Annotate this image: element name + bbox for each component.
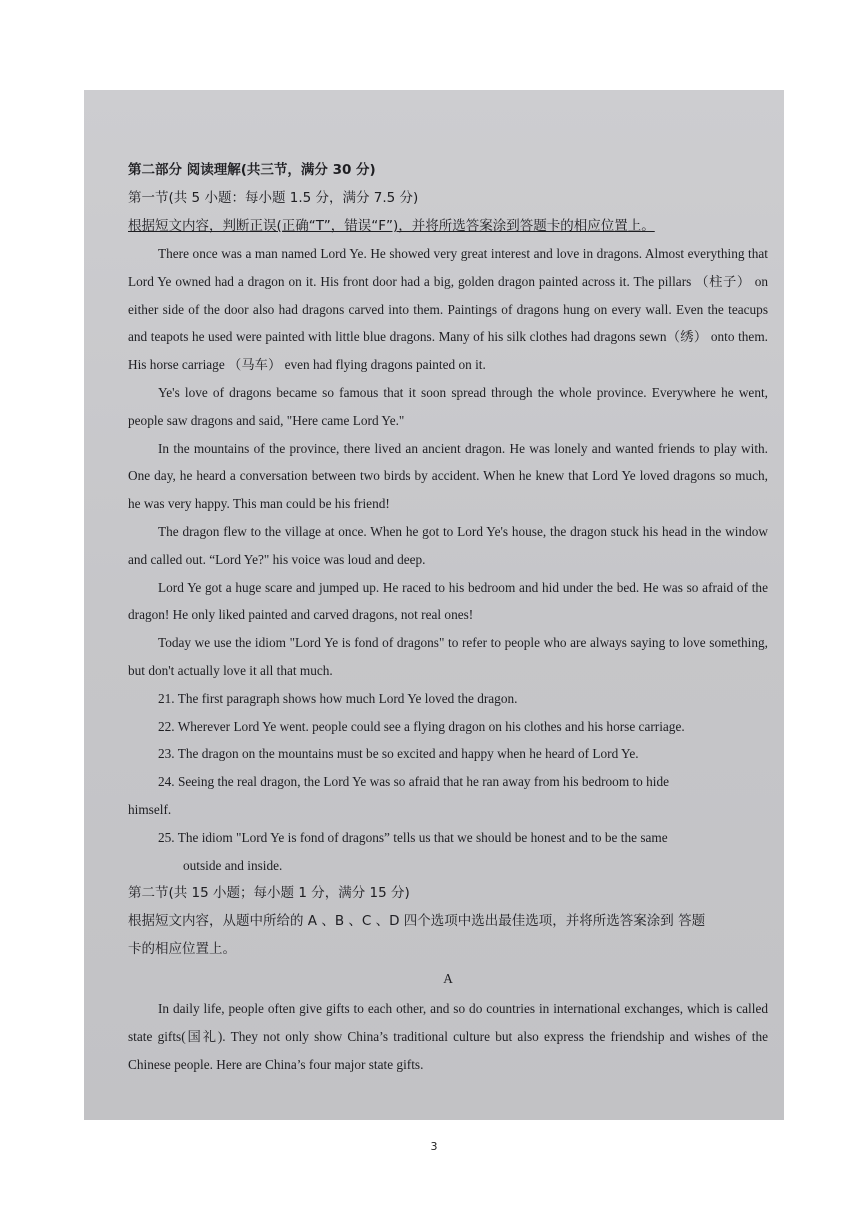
passage-paragraph-5: Lord Ye got a huge scare and jumped up. He raced to his bedroom and hid under the bed. He was so afraid of the dragon! He only liked painted and carved dragons, not real ones! xyxy=(128,579,768,623)
question-21: 21. The first paragraph shows how much Lord Ye loved the dragon. xyxy=(158,690,518,706)
page-content xyxy=(128,156,768,1079)
part-title: 第二部分 阅读理解(共三节，满分 30 分) xyxy=(128,162,376,178)
passage-a-paragraph: In daily life, people often give gifts to each other, and so do countries in international exchanges, which is called state gifts(国礼). They not only show China’s traditional culture but also express the friendship and wishes of the Chinese people. Here are China’s four major state gifts. xyxy=(128,1001,768,1072)
section2-instruction-line1: 根据短文内容，从题中所给的 A 、B 、C 、D 四个选项中选出最佳选项，并将所选答案涂到 答题 xyxy=(128,913,706,930)
question-25-continuation: outside and inside. xyxy=(183,857,283,873)
photographed-page xyxy=(84,90,784,1120)
question-24: 24. Seeing the real dragon, the Lord Ye was so afraid that he ran away from his bedroom to hide xyxy=(158,774,670,790)
section2-instruction-line2: 卡的相应位置上。 xyxy=(128,941,236,958)
passage-paragraph-4: The dragon flew to the village at once. When he got to Lord Ye's house, the dragon stuck his head in the window and called out. “Lord Ye?" his voice was loud and deep. xyxy=(128,523,768,567)
passage-paragraph-3: In the mountains of the province, there lived an ancient dragon. He was lonely and wanted friends to play with. One day, he heard a conversation between two birds by accident. When he knew that Lord Ye loved dragons so much, he was very happy. This man could be his friend! xyxy=(128,440,768,512)
section1-instruction: 根据短文内容，判断正误(正确“T”，错误“F”)，并将所选答案涂到答题卡的相应位置上。 xyxy=(128,218,655,234)
section1-title: 第一节(共 5 小题：每小题 1.5 分，满分 7.5 分) xyxy=(128,190,419,206)
passage-paragraph-2: Ye's love of dragons became so famous that it soon spread through the whole province. Everywhere he went, people saw dragons and said, "Here came Lord Ye." xyxy=(128,384,768,428)
passage-paragraph-6: Today we use the idiom "Lord Ye is fond of dragons" to refer to people who are always saying to love something, but don't actually love it all that much. xyxy=(128,635,768,678)
question-24-continuation: himself. xyxy=(128,801,172,817)
question-23: 23. The dragon on the mountains must be so excited and happy when he heard of Lord Ye. xyxy=(158,746,639,762)
section2-title: 第二节(共 15 小题；每小题 1 分，满分 15 分) xyxy=(128,885,410,902)
passage-label: A xyxy=(443,971,453,987)
page-number: 3 xyxy=(430,1140,438,1153)
question-25: 25. The idiom "Lord Ye is fond of dragons” tells us that we should be honest and to be the same xyxy=(158,829,668,845)
question-22: 22. Wherever Lord Ye went. people could see a flying dragon on his clothes and his horse carriage. xyxy=(158,718,685,734)
passage-paragraph-1: There once was a man named Lord Ye. He showed very great interest and love in dragons. Almost everything that Lord Ye owned had a dragon on it. His front door had a big, golden dragon painted across it. The pillars （柱子） on either side of the door also had dragons carved into them. Paintings of dragons hung on every wall. Even the teacups and teapots he used were painted with little blue dragons. Many of his silk clothes had dragons sewn（绣） onto them. His horse carriage （马车） even had flying dragons painted on it. xyxy=(128,246,768,373)
